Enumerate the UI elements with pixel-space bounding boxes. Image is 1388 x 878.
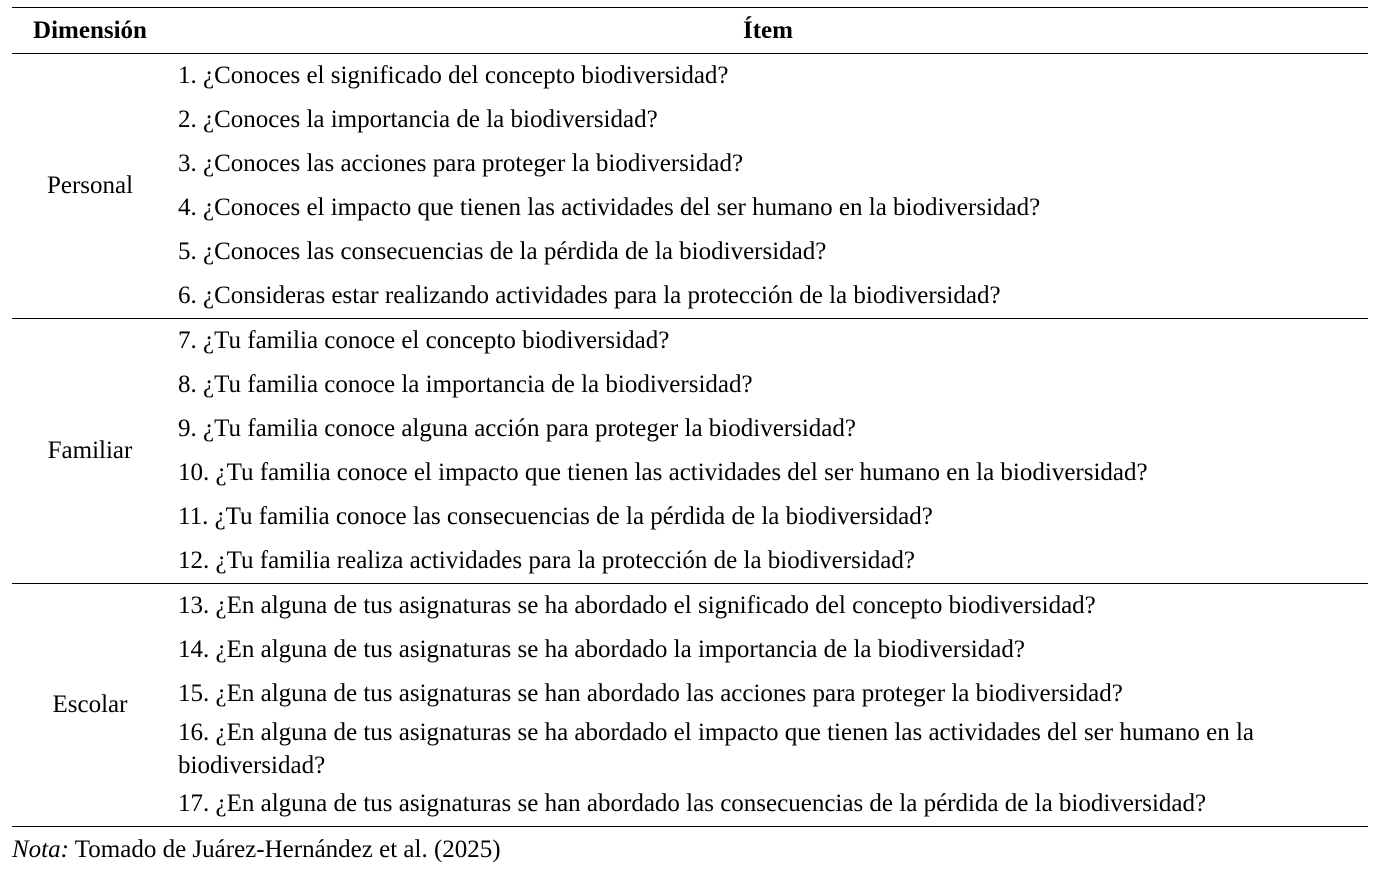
- item-cell: 1. ¿Conoces el significado del concepto biodiversidad?: [178, 62, 729, 89]
- item-cell: 14. ¿En alguna de tus asignaturas se ha abordado la importancia de la biodiversidad?: [178, 636, 1025, 663]
- table-row: [12, 363, 1368, 407]
- table-row: [12, 782, 1368, 827]
- table-note: [12, 835, 501, 865]
- table-row: [12, 716, 1368, 782]
- note-label: Nota:: [12, 836, 69, 863]
- items-table: [12, 7, 1368, 827]
- item-cell: 5. ¿Conoces las consecuencias de la pérdida de la biodiversidad?: [178, 238, 827, 265]
- header-dimension: Dimensión: [12, 8, 168, 54]
- header-item: Ítem: [168, 8, 1368, 54]
- header-row: [12, 8, 1368, 54]
- item-cell: 15. ¿En alguna de tus asignaturas se han abordado las acciones para proteger la biodiversidad?: [178, 680, 1123, 707]
- item-cell: 17. ¿En alguna de tus asignaturas se han abordado las consecuencias de la pérdida de la biodiversidad?: [168, 782, 1368, 827]
- table-row: [12, 98, 1368, 142]
- table-row: [12, 584, 1368, 629]
- item-cell: 7. ¿Tu familia conoce el concepto biodiversidad?: [178, 327, 670, 354]
- table-row: [12, 274, 1368, 319]
- dimension-cell-escolar: Escolar: [12, 584, 168, 827]
- item-cell: 12. ¿Tu familia realiza actividades para la protección de la biodiversidad?: [168, 539, 1368, 584]
- table-row: [12, 142, 1368, 186]
- item-cell: 4. ¿Conoces el impacto que tienen las actividades del ser humano en la biodiversidad?: [178, 194, 1041, 221]
- table-row: [12, 495, 1368, 539]
- table-row: [12, 628, 1368, 672]
- item-cell: 9. ¿Tu familia conoce alguna acción para proteger la biodiversidad?: [178, 415, 856, 442]
- note-text: Tomado de Juárez-Hernández et al. (2025): [74, 836, 501, 863]
- item-cell: 8. ¿Tu familia conoce la importancia de la biodiversidad?: [178, 371, 753, 398]
- table-row: [12, 319, 1368, 364]
- table-row: [12, 407, 1368, 451]
- table-row: [12, 230, 1368, 274]
- item-cell: 3. ¿Conoces las acciones para proteger la biodiversidad?: [178, 150, 744, 177]
- item-cell: 13. ¿En alguna de tus asignaturas se ha abordado el significado del concepto biodiversidad?: [178, 592, 1096, 619]
- item-cell: 16. ¿En alguna de tus asignaturas se ha abordado el impacto que tienen las actividades del ser humano en la biodiversidad?: [178, 719, 1255, 779]
- item-cell: 11. ¿Tu familia conoce las consecuencias de la pérdida de la biodiversidad?: [178, 503, 933, 530]
- table-row: [12, 539, 1368, 584]
- table-row: [12, 672, 1368, 716]
- table-row: [12, 54, 1368, 99]
- table-row: [12, 186, 1368, 230]
- dimension-cell-personal: Personal: [12, 54, 168, 319]
- item-cell: 2. ¿Conoces la importancia de la biodiversidad?: [178, 106, 658, 133]
- table-row: [12, 451, 1368, 495]
- item-cell: 6. ¿Consideras estar realizando actividades para la protección de la biodiversidad?: [168, 274, 1368, 319]
- item-cell: 10. ¿Tu familia conoce el impacto que tienen las actividades del ser humano en la biodiversidad?: [178, 459, 1148, 486]
- dimension-cell-familiar: Familiar: [12, 319, 168, 584]
